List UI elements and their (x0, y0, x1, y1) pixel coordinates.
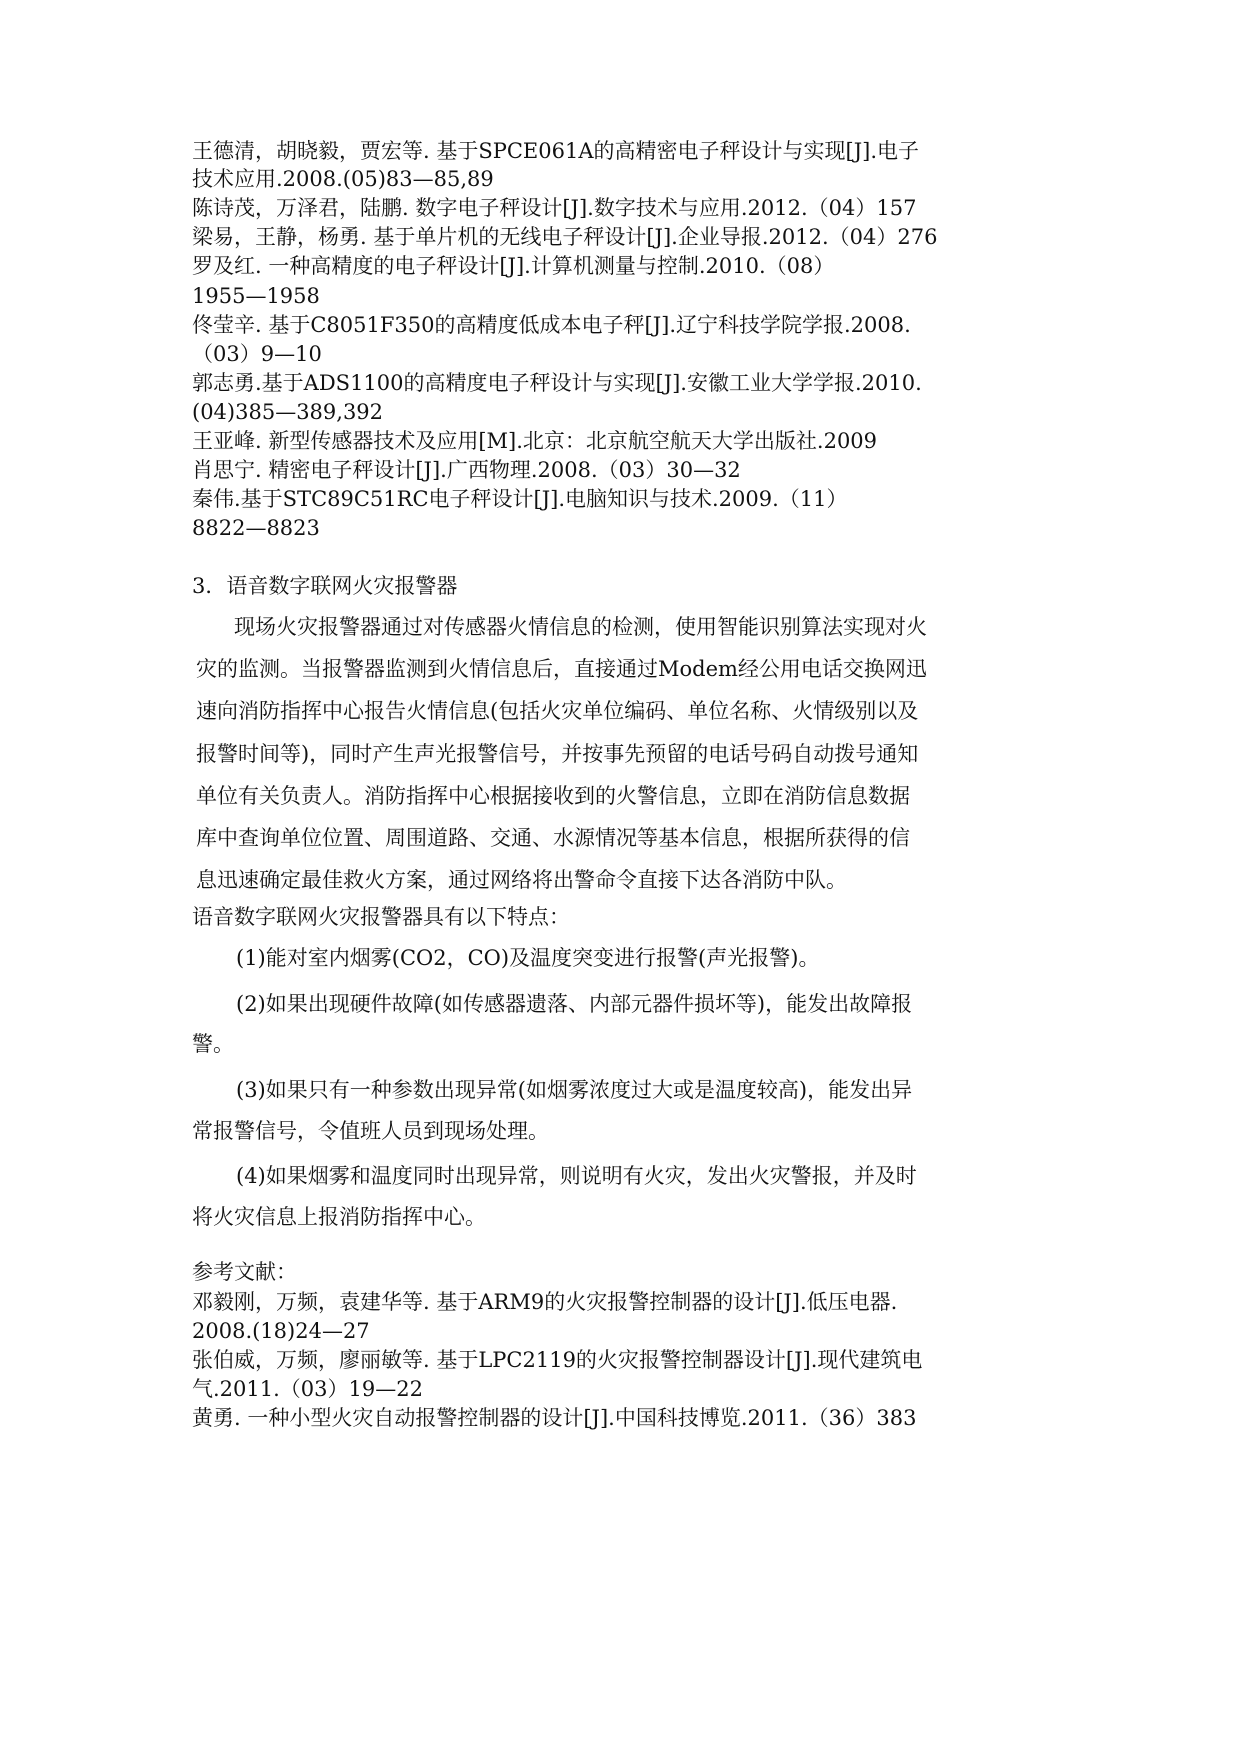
reference-line: 王亚峰. 新型传感器技术及应用[M].北京：北京航空航天大学出版社.2009 (192, 429, 878, 453)
reference-line: 气.2011.（03）19—22 (192, 1377, 423, 1401)
body-line: 速向消防指挥中心报告火情信息(包括火灾单位编码、单位名称、火情级别以及 (196, 699, 919, 723)
body-line: 现场火灾报警器通过对传感器火情信息的检测，使用智能识别算法实现对火 (234, 615, 927, 639)
reference-line: 梁易，王静，杨勇. 基于单片机的无线电子秤设计[J].企业导报.2012.（04）276 (192, 225, 938, 249)
reference-line: 王德清，胡晓毅，贾宏等. 基于SPCE061A的高精密电子秤设计与实现[J].电子 (192, 139, 919, 163)
body-line: 单位有关负责人。消防指挥中心根据接收到的火警信息，立即在消防信息数据 (196, 784, 910, 808)
feature-item: (3)如果只有一种参数出现异常(如烟雾浓度过大或是温度较高)，能发出异 (236, 1078, 913, 1102)
reference-line: 1955—1958 (192, 284, 320, 308)
reference-line: 肖思宁. 精密电子秤设计[J].广西物理.2008.（03）30—32 (192, 458, 741, 482)
reference-line: 2008.(18)24—27 (192, 1319, 370, 1343)
feature-item-continuation: 将火灾信息上报消防指挥中心。 (192, 1205, 486, 1229)
reference-line: （03）9—10 (192, 342, 322, 366)
references-heading: 参考文献： (192, 1260, 297, 1284)
section-heading: 3．语音数字联网火灾报警器 (192, 574, 458, 598)
feature-item-continuation: 常报警信号，令值班人员到现场处理。 (192, 1119, 549, 1143)
body-line: 息迅速确定最佳救火方案，通过网络将出警命令直接下达各消防中队。 (196, 868, 847, 892)
reference-line: 8822—8823 (192, 516, 320, 540)
feature-item: (4)如果烟雾和温度同时出现异常，则说明有火灾，发出火灾警报，并及时 (236, 1164, 917, 1188)
body-line: 报警时间等)，同时产生声光报警信号，并按事先预留的电话号码自动拨号通知 (196, 742, 919, 766)
reference-line: 郭志勇.基于ADS1100的高精度电子秤设计与实现[J].安徽工业大学学报.2010. (192, 371, 922, 395)
feature-item: (1)能对室内烟雾(CO2，CO)及温度突变进行报警(声光报警)。 (236, 946, 820, 970)
reference-line: 陈诗茂，万泽君，陆鹏. 数字电子秤设计[J].数字技术与应用.2012.（04）157 (192, 196, 917, 220)
reference-line: 邓毅刚，万频，袁建华等. 基于ARM9的火灾报警控制器的设计[J].低压电器. (192, 1290, 898, 1314)
reference-line: 佟莹辛. 基于C8051F350的高精度低成本电子秤[J].辽宁科技学院学报.2008. (192, 313, 911, 337)
reference-line: 技术应用.2008.(05)83—85,89 (192, 167, 494, 191)
features-intro: 语音数字联网火灾报警器具有以下特点： (192, 905, 570, 929)
reference-line: 黄勇. 一种小型火灾自动报警控制器的设计[J].中国科技博览.2011.（36）383 (192, 1406, 917, 1430)
reference-line: (04)385—389,392 (192, 400, 384, 424)
reference-line: 张伯威，万频，廖丽敏等. 基于LPC2119的火灾报警控制器设计[J].现代建筑电 (192, 1348, 923, 1372)
body-line: 库中查询单位位置、周围道路、交通、水源情况等基本信息，根据所获得的信 (196, 826, 910, 850)
reference-line: 罗及红. 一种高精度的电子秤设计[J].计算机测量与控制.2010.（08） (192, 254, 835, 278)
body-line: 灾的监测。当报警器监测到火情信息后，直接通过Modem经公用电话交换网迅 (196, 657, 927, 681)
feature-item-continuation: 警。 (192, 1032, 234, 1056)
feature-item: (2)如果出现硬件故障(如传感器遗落、内部元器件损坏等)，能发出故障报 (236, 992, 913, 1016)
reference-line: 秦伟.基于STC89C51RC电子秤设计[J].电脑知识与技术.2009.（11） (192, 487, 848, 511)
